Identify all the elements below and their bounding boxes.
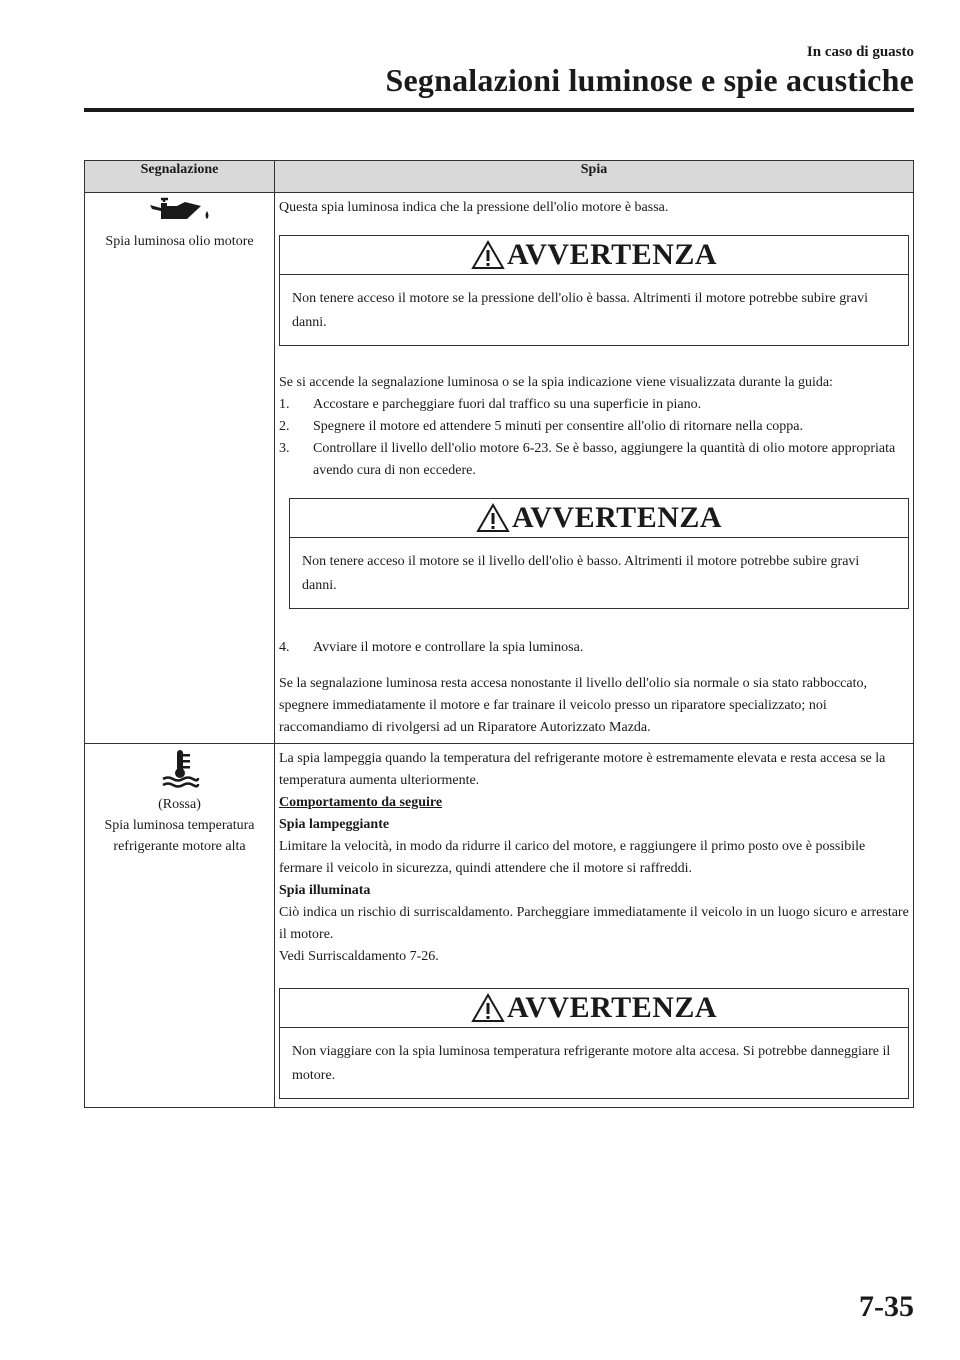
table-row-oil xyxy=(85,193,914,744)
step-text: Spegnere il motore ed attendere 5 minuti per consentire all'olio di ritornare nella coppa. xyxy=(313,419,804,434)
indicator-label-oil: Spia luminosa olio motore xyxy=(105,234,254,249)
page-title: Segnalazioni luminose e spie acustiche xyxy=(385,62,914,98)
warning-text: Non viaggiare con la spia luminosa temperatura refrigerante motore alta accesa. Si potrebbe danneggiare il motore. xyxy=(292,1044,891,1083)
section-label: In caso di guasto xyxy=(806,44,914,60)
col-header-spia: Spia xyxy=(275,161,914,193)
table-row-coolant xyxy=(85,744,914,1108)
oil-step-4 xyxy=(279,637,909,659)
warning-header xyxy=(290,499,908,538)
list-item xyxy=(279,637,909,659)
warning-triangle-icon xyxy=(476,503,510,533)
list-item xyxy=(279,438,909,482)
flashing-heading: Spia lampeggiante xyxy=(279,817,390,832)
indicator-label-coolant: Spia luminosa temperatura refrigerante motore alta xyxy=(104,818,255,854)
oil-procedure-intro: Se si accende la segnalazione luminosa o se la spia indicazione viene visualizzata durante la guida: xyxy=(279,375,833,390)
warning-header xyxy=(280,236,908,275)
behavior-heading: Comportamento da seguire xyxy=(279,795,443,810)
indicator-cell-oil xyxy=(85,193,275,744)
col-header-segnalazione: Segnalazione xyxy=(85,161,275,193)
warning-box-oil-level xyxy=(289,498,909,609)
see-also-overheating: Vedi Surriscaldamento 7-26. xyxy=(279,949,439,964)
step-text: Avviare il motore e controllare la spia luminosa. xyxy=(313,640,584,655)
warning-box-oil-pressure xyxy=(279,235,909,346)
coolant-temperature-icon xyxy=(160,748,200,788)
oil-intro: Questa spia luminosa indica che la pressione dell'olio motore è bassa. xyxy=(279,200,669,215)
table-header-row xyxy=(85,161,914,193)
page-number: 7-35 xyxy=(859,1290,914,1323)
warning-title: AVVERTENZA xyxy=(506,238,718,271)
warning-header xyxy=(280,989,908,1028)
list-item xyxy=(279,394,909,416)
title-rule xyxy=(84,108,914,112)
lit-heading: Spia illuminata xyxy=(279,883,371,898)
warning-triangle-icon xyxy=(471,993,505,1023)
oil-closing: Se la segnalazione luminosa resta accesa nonostante il livello dell'olio sia normale o sia stato rabboccato, spegnere immediatamente il motore e far trainare il veicolo presso un riparatore specializzato; noi raccomandiamo di rivolgersi ad un Riparatore Autorizzato Mazda. xyxy=(279,676,867,735)
coolant-intro: La spia lampeggia quando la temperatura del refrigerante motore è estremamente elevata e resta accesa se la temperatura aumenta ulteriormente. xyxy=(279,751,886,788)
step-number: 4. xyxy=(279,640,290,655)
oil-steps xyxy=(279,394,909,482)
flashing-text: Limitare la velocità, in modo da ridurre il carico del motore, e raggiungere il primo posto ove è possibile fermare il veicolo in sicurezza, quindi attendere che il motore si raffreddi. xyxy=(279,839,866,876)
description-cell-oil xyxy=(275,193,914,744)
step-text: Accostare e parcheggiare fuori dal traffico su una superficie in piano. xyxy=(313,397,702,412)
oil-can-icon xyxy=(147,197,213,225)
indicator-cell-coolant xyxy=(85,744,275,1108)
warning-box-coolant xyxy=(279,988,909,1099)
step-number: 1. xyxy=(279,397,290,412)
warning-title: AVVERTENZA xyxy=(506,991,718,1024)
warning-text: Non tenere acceso il motore se la pressione dell'olio è bassa. Altrimenti il motore potrebbe subire gravi danni. xyxy=(292,291,868,330)
description-cell-coolant xyxy=(275,744,914,1108)
indicator-color-label: (Rossa) xyxy=(158,797,201,812)
step-number: 3. xyxy=(279,441,290,456)
warning-text: Non tenere acceso il motore se il livello dell'olio è basso. Altrimenti il motore potrebbe subire gravi danni. xyxy=(302,554,860,593)
indicator-table xyxy=(84,160,914,1108)
warning-triangle-icon xyxy=(471,240,505,270)
step-number: 2. xyxy=(279,419,290,434)
list-item xyxy=(279,416,909,438)
lit-text: Ciò indica un rischio di surriscaldamento. Parcheggiare immediatamente il veicolo in un luogo sicuro e arrestare il motore. xyxy=(279,905,909,942)
step-text: Controllare il livello dell'olio motore 6-23. Se è basso, aggiungere la quantità di olio motore appropriata avendo cura di non eccedere. xyxy=(313,441,896,478)
warning-title: AVVERTENZA xyxy=(511,501,723,534)
